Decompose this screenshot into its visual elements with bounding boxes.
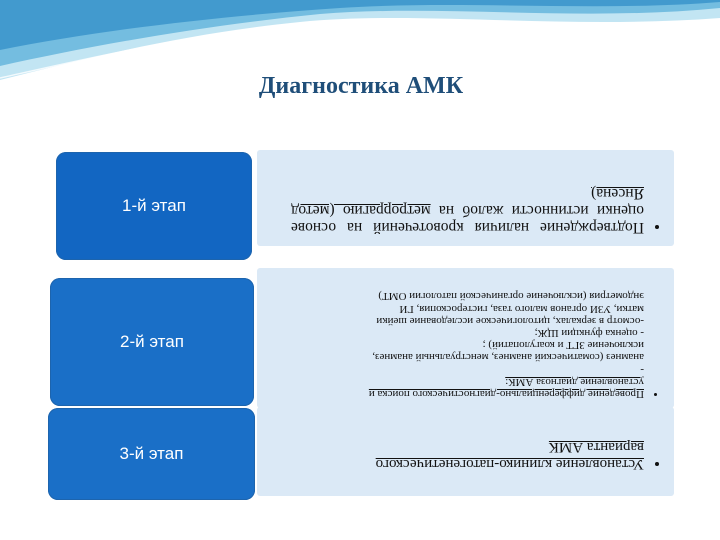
- page-title: Диагностика АМК: [258, 73, 464, 99]
- stage-1-box: [56, 152, 252, 260]
- stage-2-bullet: [279, 290, 644, 400]
- stage-3-label: 3-й этап: [119, 444, 184, 463]
- stage-2-line-2: установление диагноза АМК:: [505, 375, 644, 388]
- stage-2-box: [50, 278, 254, 406]
- stage-2-line-1: Проведение дифференциально-диагностического поиска и: [368, 388, 644, 400]
- stage-3-line-1: Установление клинико-патогенетического: [375, 456, 644, 472]
- stage-3-line-2: варианта АМК: [548, 439, 644, 455]
- stage-2-line-5: исключение ЗГТ и коагулопатий) ;: [482, 339, 644, 352]
- stage-3-bullet: [297, 438, 644, 472]
- stage-2-line-6: - оценка функции ЩЖ;: [534, 326, 644, 339]
- stage-2-line-7: -осмотр в зеркалах, цитологическое исследование шейки: [376, 314, 644, 327]
- stage-1-line-1: Подтверждение наличия кровотечений на основе оценки истинности жалоб на: [291, 202, 644, 236]
- stage-2-line-3: -: [640, 363, 644, 376]
- stage-1-label: 1-й этап: [122, 196, 186, 215]
- stage-2-line-8: матки, УЗИ органов малого таза, гистероскопия, ГИ: [399, 302, 644, 315]
- stage-1-bullet: [291, 185, 644, 236]
- stage-2-line-4: анамнез (соматический анамнез, менструальный анамнез,: [372, 351, 644, 364]
- stage-2-line-9: эндометрия (исключение органической патологии ОМТ): [378, 290, 644, 303]
- stage-3-panel: [257, 407, 674, 496]
- stage-3-text: [257, 407, 674, 496]
- stage-1-panel: [257, 150, 674, 246]
- stage-1-line-2: метроррагию (метод Янсена): [290, 185, 644, 219]
- stage-2-panel: [257, 268, 674, 408]
- stage-2-text: [257, 268, 674, 408]
- stage-1-text: [257, 150, 674, 246]
- stage-2-label: 2-й этап: [120, 332, 184, 351]
- stage-3-box: [48, 408, 255, 500]
